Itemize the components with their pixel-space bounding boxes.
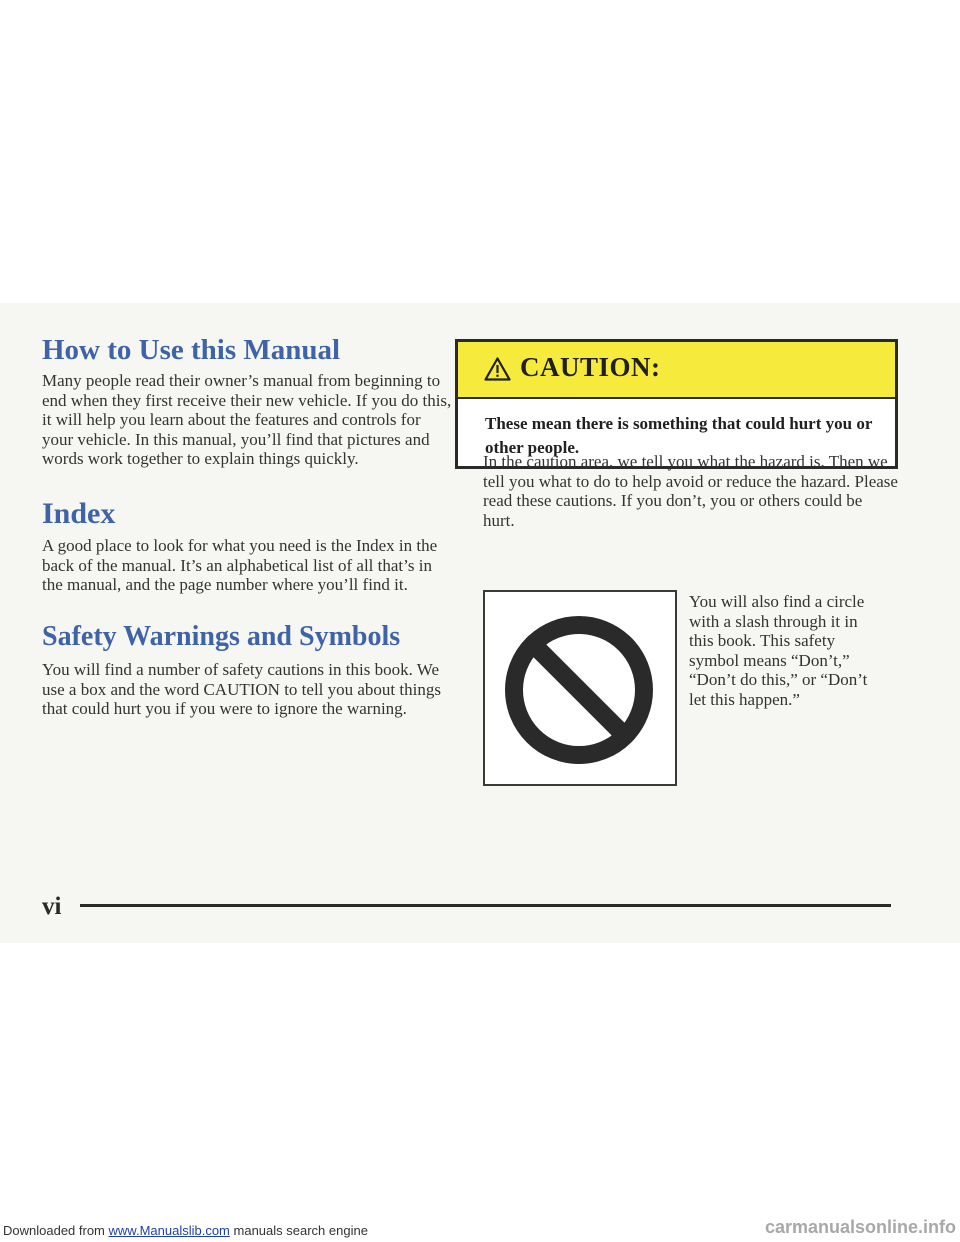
manualslib-link[interactable]: www.Manualslib.com — [108, 1223, 230, 1238]
footer-rule — [80, 904, 891, 907]
symbol-caption: You will also find a circle with a slash through it in this book. This safety symbol means “Don’t,” “Don’t do this,” or “Don’t let this happen.” — [689, 592, 868, 709]
page-number: vi — [42, 893, 62, 920]
how-to-use-paragraph: Many people read their owner’s manual from beginning to end when they first receive their new vehicle. If you do this, it will help you learn about the features and controls for your vehicle. In this manual, you’ll find that pictures and words work together to explain things quickly. — [42, 371, 452, 468]
caution-message: These mean there is something that could hurt you or other people. — [485, 414, 873, 457]
index-heading: Index — [42, 497, 116, 530]
footer-prefix: Downloaded from — [3, 1223, 105, 1238]
watermark: carmanualsonline.info — [764, 1217, 956, 1237]
caution-explanation-paragraph: In the caution area, we tell you what the hazard is. Then we tell you what to do to help avoid or reduce the hazard. Please read these cautions. If you don’t, you or others could be hurt. — [483, 452, 898, 530]
footer-suffix: manuals search engine — [233, 1223, 368, 1238]
safety-warnings-paragraph: You will find a number of safety cautions in this book. We use a box and the word CAUTION to tell you about things that could hurt you if you were to ignore the warning. — [42, 660, 441, 718]
warning-triangle-icon — [484, 357, 511, 381]
prohibition-symbol-icon — [499, 610, 659, 770]
download-footer — [3, 1223, 368, 1238]
caution-box — [455, 339, 898, 469]
index-paragraph: A good place to look for what you need is the Index in the back of the manual. It’s an alphabetical list of all that’s in the manual, and the page number where you’ll find it. — [42, 536, 438, 594]
safety-warnings-heading: Safety Warnings and Symbols — [42, 621, 401, 652]
prohibition-symbol-frame — [483, 590, 677, 786]
caution-header — [458, 342, 895, 399]
how-to-use-heading: How to Use this Manual — [42, 334, 341, 366]
caution-title: CAUTION: — [520, 352, 661, 382]
